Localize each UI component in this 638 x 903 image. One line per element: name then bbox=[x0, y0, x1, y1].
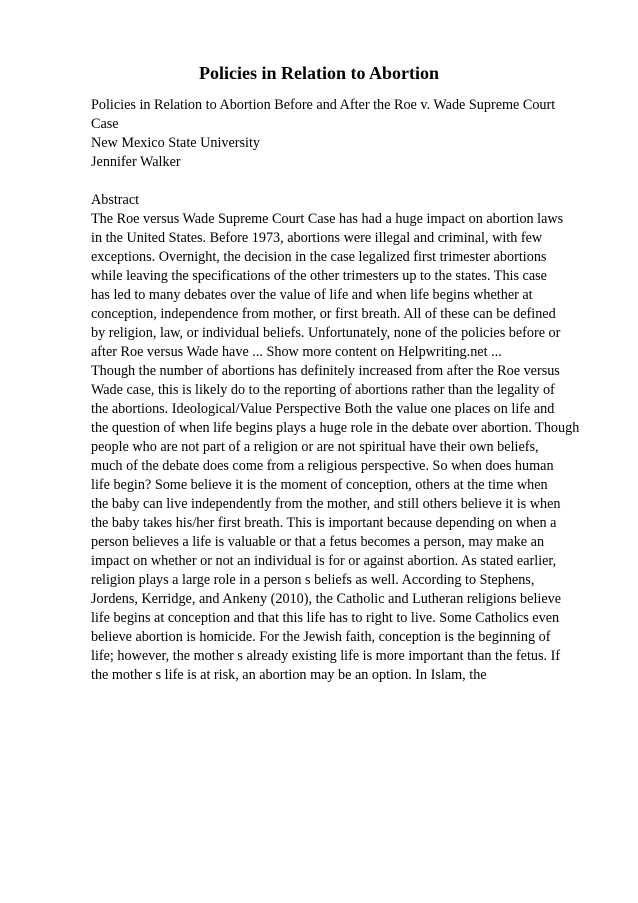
body-line: Wade case, this is likely do to the reporting of abortions rather than the legality of bbox=[91, 382, 555, 398]
body-line: impact on whether or not an individual is for or against abortion. As stated earlier, bbox=[91, 553, 557, 569]
body-line: believe abortion is homicide. For the Jewish faith, conception is the beginning of bbox=[91, 629, 551, 645]
subtitle-line: Policies in Relation to Abortion Before and After the Roe v. Wade Supreme Court bbox=[91, 97, 556, 113]
body-line: life begins at conception and that this life has to right to live. Some Catholics even bbox=[91, 610, 560, 626]
body-line: life; however, the mother s already existing life is more important than the fetus. If bbox=[91, 648, 561, 664]
body-line: Jordens, Kerridge, and Ankeny (2010), the Catholic and Lutheran religions believe bbox=[91, 591, 562, 607]
body-line: much of the debate does come from a religious perspective. So when does human bbox=[91, 458, 554, 474]
body-line: people who are not part of a religion or are not spiritual have their own beliefs, bbox=[91, 439, 539, 455]
institution-line: New Mexico State University bbox=[91, 135, 261, 151]
body-line: the abortions. Ideological/Value Perspective Both the value one places on life and bbox=[91, 401, 555, 417]
body-line: has led to many debates over the value of life and when life begins whether at bbox=[91, 287, 533, 303]
document-body bbox=[91, 96, 601, 685]
body-line: life begin? Some believe it is the moment of conception, others at the time when bbox=[91, 477, 548, 493]
body-line: person believes a life is valuable or that a fetus becomes a person, may make an bbox=[91, 534, 545, 550]
paragraph-gap bbox=[91, 172, 601, 191]
body-line: by religion, law, or individual beliefs. Unfortunately, none of the policies before or bbox=[91, 325, 561, 341]
body-line: The Roe versus Wade Supreme Court Case has had a huge impact on abortion laws bbox=[91, 211, 564, 227]
body-line: while leaving the specifications of the other trimesters up to the states. This case bbox=[91, 268, 547, 284]
document-title: Policies in Relation to Abortion bbox=[199, 63, 439, 83]
body-line: the question of when life begins plays a huge role in the debate over abortion. Though bbox=[91, 420, 580, 436]
body-line: the baby takes his/her first breath. This is important because depending on when a bbox=[91, 515, 557, 531]
body-line: the mother s life is at risk, an abortion may be an option. In Islam, the bbox=[91, 667, 487, 683]
body-line: religion plays a large role in a person s beliefs as well. According to Stephens, bbox=[91, 572, 535, 588]
body-line: the baby can live independently from the mother, and still others believe it is when bbox=[91, 496, 561, 512]
body-line: in the United States. Before 1973, abortions were illegal and criminal, with few bbox=[91, 230, 543, 246]
body-line: after Roe versus Wade have ... Show more content on Helpwriting.net ... bbox=[91, 344, 502, 360]
body-line: Though the number of abortions has definitely increased from after the Roe versus bbox=[91, 363, 560, 379]
author-line: Jennifer Walker bbox=[91, 154, 181, 170]
body-line: conception, independence from mother, or first breath. All of these can be defined bbox=[91, 306, 556, 322]
abstract-heading: Abstract bbox=[91, 192, 140, 208]
body-line: exceptions. Overnight, the decision in the case legalized first trimester abortions bbox=[91, 249, 547, 265]
subtitle-line: Case bbox=[91, 116, 119, 132]
body-text bbox=[91, 210, 601, 685]
